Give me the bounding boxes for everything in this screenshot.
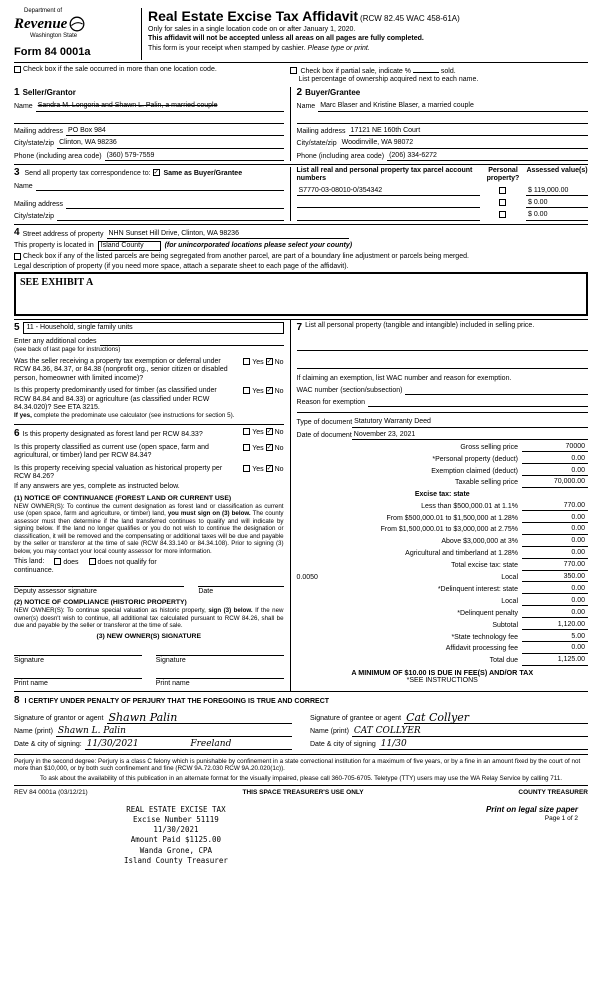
parcel3-personal-checkbox[interactable] xyxy=(499,211,506,218)
correspondence-name-label: Name xyxy=(14,182,33,190)
body-bold: you must sign on (3) below. xyxy=(167,510,251,518)
header xyxy=(14,8,588,63)
minimum-due-note: A MINIMUM OF $10.00 IS DUE IN FEE(S) AND/OR TAX xyxy=(351,667,534,677)
footer-row xyxy=(14,789,588,797)
buyer-phone-label: Phone (including area code) xyxy=(296,152,385,160)
affidavit-fee-label: Affidavit processing fee xyxy=(445,645,518,653)
grantee-printname-input[interactable]: CAT COLLYER xyxy=(352,727,588,737)
buyer-name-label: Name xyxy=(296,103,316,111)
current-use-question xyxy=(14,444,284,461)
personal-property-header: Personal property? xyxy=(486,166,520,183)
body-pre: NEW OWNER(S): To continue the current designation as forest land or classification as current use (open space, farm and agriculture, or timber) land, xyxy=(14,503,284,518)
body-post: The county assessor must then determine if the land transferred continues to qualify and will indicate by signing below. If the land no longer qualifies or you do not wish to continue the designation or classification, it will be removed and the compensating or additional taxes will be due and payable by the seller or transferor at the time of sale (RCW 84.33.140 or 84.34.108). Prior to signing (3) below, you may contact your local county assessor for more information. xyxy=(14,510,284,555)
parcel1-personal-checkbox[interactable] xyxy=(499,187,506,194)
tier1-value[interactable]: 770.00 xyxy=(522,502,588,511)
stamp-line: Amount Paid $1125.00 xyxy=(130,835,222,845)
wac-number-input[interactable] xyxy=(405,386,588,395)
grantor-printname-input[interactable]: Shawn L. Palin xyxy=(56,727,292,737)
certify-statement: I CERTIFY UNDER PENALTY OF PERJURY THAT THE FOREGOING IS TRUE AND CORRECT xyxy=(24,697,330,705)
tier3-value[interactable]: 0.00 xyxy=(522,525,588,534)
total-excise-state-value[interactable]: 770.00 xyxy=(522,561,588,570)
section6-block xyxy=(14,424,284,689)
question-text: Was the seller receiving a property tax exemption or deferral under RCW 84.36, 84.37, or 84.38 (nonprofit org., senior citizen or disabled person, homeowner with limited income)? xyxy=(14,358,228,382)
perjury-notice xyxy=(14,758,588,787)
note-rest: complete the predominate use calculator (see instructions for section 5). xyxy=(31,412,235,420)
segregated-checkbox[interactable] xyxy=(14,253,21,260)
q5-1-no-checkbox[interactable]: ✓ xyxy=(266,358,273,366)
parcel-row xyxy=(297,211,588,220)
grantee-signature-input[interactable]: Cat Collyer xyxy=(404,712,588,724)
accessibility-text: To ask about the availability of this publication in an alternate format for the visually impaired, please call 360-705-6705. Teletype (TTY) users may use the WA Relay Service by calling 711. xyxy=(39,774,563,782)
section7-intro: List all personal property (tangible and intangible) included in selling price. xyxy=(305,322,535,330)
deputy-date-line[interactable] xyxy=(198,586,283,596)
agency-block xyxy=(14,8,142,60)
local-tax-value[interactable]: 350.00 xyxy=(522,573,588,582)
tier2-value[interactable]: 0.00 xyxy=(522,514,588,523)
assessed-value-header: Assessed value(s) xyxy=(526,166,588,174)
delinquent-penalty-label: *Delinquent penalty xyxy=(457,609,518,617)
parcel1-assessed-value[interactable]: $ 119,000.00 xyxy=(526,187,588,196)
subtotal-label: Subtotal xyxy=(492,621,518,629)
does-not-label: does not qualify for xyxy=(97,559,157,567)
notice-compliance-body xyxy=(14,607,284,629)
multi-location-checkbox[interactable] xyxy=(14,66,21,73)
yes-label: Yes xyxy=(252,388,264,396)
note-bold: If yes, xyxy=(14,412,32,420)
signature-label: Signature xyxy=(14,656,44,664)
personal-property-input-2[interactable] xyxy=(297,360,588,369)
new-owner-printname-1[interactable] xyxy=(14,678,142,688)
historic-property-question xyxy=(14,465,284,482)
buyer-csz-label: City/state/zip xyxy=(296,140,337,148)
personal-property-input-1[interactable] xyxy=(297,342,588,351)
q6-2-yes-checkbox[interactable] xyxy=(243,444,250,451)
street-address-input[interactable]: NHN Sunset Hill Drive, Clinton, WA 98236 xyxy=(107,230,350,239)
new-owner-signature-1[interactable] xyxy=(14,655,142,665)
q6-2-no-checkbox[interactable]: ✓ xyxy=(266,443,273,451)
perjury-text: Perjury in the second degree: Perjury is a class C felony which is punishable by confinement in a state correctional institution for a maximum of five years, or by a fine in an amount fixed by the court of not more than $10,000, or by both such confinement and fine (RCW 9A.72.030 RCW 9A.20.020(1c)). xyxy=(14,757,581,773)
title-rcw-ref: (RCW 82.45 WAC 458-61A) xyxy=(360,14,460,23)
q6-1-yes-checkbox[interactable] xyxy=(243,428,250,435)
section6-number: 6 xyxy=(14,427,20,439)
no-label: No xyxy=(274,444,284,452)
page-indicator: Page 1 of 2 xyxy=(544,814,578,822)
grantor-signature-label: Signature of grantor or agent xyxy=(14,715,104,723)
total-due-value[interactable]: 1,125.00 xyxy=(522,656,588,665)
partial-sale-label: Check box if partial sale, indicate % xyxy=(300,67,411,75)
q6-3-yes-checkbox[interactable] xyxy=(243,465,250,472)
same-as-buyer-label: Same as Buyer/Grantee xyxy=(163,169,243,177)
grantee-signature-block xyxy=(310,709,588,750)
reason-exemption-input[interactable] xyxy=(368,398,588,407)
print-name-label: Print name xyxy=(14,680,48,688)
correspondence-parcel-section xyxy=(14,167,588,225)
gross-price-label: Gross selling price xyxy=(460,443,518,451)
state-tech-fee-value[interactable]: 5.00 xyxy=(522,633,588,642)
taxable-price-label: Taxable selling price xyxy=(454,479,518,487)
does-checkbox[interactable] xyxy=(54,558,61,565)
exemption-deduct-label: Exemption claimed (deduct) xyxy=(431,467,518,475)
agri-timber-value[interactable]: 0.00 xyxy=(522,549,588,558)
section4-number: 4 xyxy=(14,226,20,238)
grantor-city-input[interactable]: Freeland xyxy=(188,740,292,750)
parcel-number-input[interactable]: S7770-03-08010-0/354342 xyxy=(297,187,480,196)
parcel-numbers-header: List all real and personal property tax parcel account numbers xyxy=(296,166,473,183)
local-rate-value[interactable]: 0.0050 xyxy=(296,574,318,582)
seller-phone-label: Phone (including area code) xyxy=(14,152,102,160)
subtotal-value[interactable]: 1,120.00 xyxy=(522,621,588,630)
same-as-buyer-checkbox[interactable]: ✓ xyxy=(153,168,159,176)
additional-codes-input[interactable] xyxy=(100,337,284,346)
stamp-line: REAL ESTATE EXCISE TAX xyxy=(126,805,226,815)
section8-number: 8 xyxy=(14,694,20,706)
delinquent-penalty-value[interactable]: 0.00 xyxy=(522,609,588,618)
county-treasurer-label: COUNTY TREASURER xyxy=(518,789,588,797)
does-label: does xyxy=(63,559,79,567)
seller-phone-input[interactable]: (360) 579-7559 xyxy=(105,152,284,161)
land-use-code-select[interactable]: 11 - Household, single family units xyxy=(23,322,284,334)
tier1-label: Less than $500,000.01 at 1.1% xyxy=(421,502,518,510)
parcel2-assessed-value[interactable]: $ 0.00 xyxy=(526,199,588,208)
stamp-line: Island County Treasurer xyxy=(124,855,228,865)
property-location-section xyxy=(14,227,588,316)
section3-number: 3 xyxy=(14,166,20,178)
grantor-date-input[interactable]: 11/30/2021 xyxy=(85,740,189,750)
parcel3-number-input[interactable] xyxy=(297,212,480,221)
parcel3-assessed-value[interactable]: $ 0.00 xyxy=(526,211,588,220)
located-in-label: This property is located in xyxy=(14,241,94,249)
date-label: Date xyxy=(198,587,214,595)
q5-2-no-checkbox[interactable]: ✓ xyxy=(266,387,273,395)
q6-3-no-checkbox[interactable]: ✓ xyxy=(266,464,273,472)
correspondence-mailing-label: Mailing address xyxy=(14,200,64,208)
header-note-3b: Please type or print. xyxy=(307,44,370,52)
section2-title: Buyer/Grantee xyxy=(305,88,361,98)
seller-grantor-block xyxy=(14,87,290,161)
no-label: No xyxy=(274,359,284,367)
agri-timber-label: Agricultural and timberland at 1.28% xyxy=(405,550,518,558)
legal-description-text: SEE EXHIBIT A xyxy=(20,277,94,289)
no-label: No xyxy=(274,388,284,396)
exemption-claim-note: If claiming an exemption, list WAC number and reason for exemption. xyxy=(296,375,512,383)
seller-csz-label: City/state/zip xyxy=(14,140,55,148)
buyer-csz-input[interactable]: Woodinville, WA 98072 xyxy=(340,139,588,148)
total-due-label: Total due xyxy=(489,657,518,665)
question-text: Is this property designated as forest land per RCW 84.33? xyxy=(22,430,203,438)
top-check-options xyxy=(14,66,588,85)
notice-continuance-body xyxy=(14,503,284,555)
parcel-row xyxy=(297,187,588,196)
yes-label: Yes xyxy=(252,444,264,452)
seller-name-input[interactable]: Sandra M. Longoria and Shawn L. Palin, a married couple xyxy=(36,102,284,111)
this-land-label: This land: xyxy=(14,558,45,566)
tier4-value[interactable]: 0.00 xyxy=(522,537,588,546)
rev-number: REV 84 0001a (03/12/21) xyxy=(14,789,88,797)
buyer-mailing-label: Mailing address xyxy=(296,127,346,135)
if-yes-note: If any answers are yes, complete as instructed below. xyxy=(14,483,180,491)
land-qualify-line xyxy=(14,558,284,567)
county-select[interactable]: Island County xyxy=(98,241,161,251)
body-bold: sign (3) below. xyxy=(208,607,253,615)
print-name-label: Print name xyxy=(155,680,190,688)
located-note: (for unincorporated locations please select your county) xyxy=(164,241,353,249)
q5-2-yes-checkbox[interactable] xyxy=(243,387,250,394)
doc-date-input[interactable]: November 23, 2021 xyxy=(352,431,588,440)
yes-label: Yes xyxy=(252,359,264,367)
personal-deduct-value[interactable]: 0.00 xyxy=(522,455,588,464)
section1-number: 1 xyxy=(14,87,20,99)
middle-columns xyxy=(14,319,588,692)
stamp-line: Wanda Grone, CPA xyxy=(139,845,213,855)
tier3-label: From $1,500,000.01 to $3,000,000 at 2.75% xyxy=(380,526,518,534)
buyer-phone-input[interactable]: (206) 334-6272 xyxy=(387,152,588,161)
no-label: No xyxy=(274,428,284,436)
taxable-price-value[interactable]: 70,000.00 xyxy=(522,478,588,487)
seller-mailing-input[interactable]: PO Box 984 xyxy=(66,127,283,136)
forest-land-question xyxy=(14,428,284,440)
dept-line1: Department of xyxy=(24,8,63,14)
section3-intro: Send all property tax correspondence to: xyxy=(24,169,151,177)
reason-exemption-label: Reason for exemption xyxy=(296,399,365,407)
doc-type-input[interactable]: Statutory Warranty Deed xyxy=(352,418,588,427)
segregated-label: Check box if any of the listed parcels are being segregated from another parcel, are part of a boundary line adjustment or parcels being merged. xyxy=(23,253,469,261)
section2-number: 2 xyxy=(296,87,303,99)
seller-csz-input[interactable]: Clinton, WA 98236 xyxy=(57,139,283,148)
grantor-date-label: Date & city of signing: xyxy=(14,741,82,749)
correspondence-mailing-input[interactable] xyxy=(66,200,283,209)
correspondence-name-input[interactable] xyxy=(36,182,284,191)
grantor-signature-input[interactable]: Shawn Palin xyxy=(107,712,292,724)
personal-deduct-label: *Personal property (deduct) xyxy=(432,455,518,463)
total-excise-state-label: Total excise tax: state xyxy=(451,562,518,570)
tax-computation-block xyxy=(297,412,588,685)
affidavit-fee-value[interactable]: 0.00 xyxy=(522,644,588,653)
parcel-row xyxy=(297,199,588,208)
parties-section xyxy=(14,87,588,165)
section5-number: 5 xyxy=(14,322,20,334)
header-note-1: Only for sales in a single location code on or after January 1, 2020. xyxy=(148,25,356,33)
excise-tax-state-header: Excise tax: state xyxy=(414,490,470,498)
q5-1-yes-checkbox[interactable] xyxy=(243,358,250,365)
state-tech-fee-label: *State technology fee xyxy=(451,633,518,641)
correspondence-csz-input[interactable] xyxy=(57,212,283,221)
signature-label: Signature xyxy=(155,656,186,664)
body-post: If the new owner(s) doesn't wish to continue, all additional tax calculated pursuant to RCW 84.26, shall be due and payable by the seller or transferor at the time of sale. xyxy=(14,607,284,630)
legal-description-label: Legal description of property (if you need more space, attach a separate sheet to each page of the affidavit). xyxy=(14,262,349,270)
delinquent-interest-local-label: Local xyxy=(501,597,518,605)
no-label: No xyxy=(274,465,284,473)
continuance-label: continuance. xyxy=(14,567,54,575)
grantee-date-input[interactable]: 11/30 xyxy=(379,740,588,750)
question-text: Is this property classified as current use (open space, farm and agricultural, or timber) land per RCW 84.34? xyxy=(14,443,209,460)
street-address-label: Street address of property xyxy=(22,230,104,238)
left-column xyxy=(14,320,290,691)
section1-title: Seller/Grantor xyxy=(22,88,76,98)
exemption-deduct-value[interactable]: 0.00 xyxy=(522,467,588,476)
parcel2-personal-checkbox[interactable] xyxy=(499,199,506,206)
question-text: Is this property receiving special valuation as historical property per RCW 84.26? xyxy=(14,464,223,481)
question-text: Is this property predominantly used for timber (as classified under RCW 84.84 and 84.33) or agriculture (as classified under RCW 84.34.020)? See ETA 3215. xyxy=(14,387,217,411)
doc-date-label: Date of document xyxy=(296,431,352,439)
buyer-grantee-block xyxy=(290,87,588,161)
timber-agriculture-question xyxy=(14,387,284,412)
buyer-name-input[interactable]: Marc Blaser and Kristine Blaser, a married couple xyxy=(318,102,588,111)
additional-codes-label: Enter any additional codes xyxy=(14,338,97,346)
page-title: Real Estate Excise Tax Affidavit xyxy=(148,8,359,24)
buyer-mailing-input[interactable]: 17121 NE 160th Court xyxy=(349,127,588,136)
parcel-table xyxy=(290,167,588,221)
stamp-line: 11/30/2021 xyxy=(153,825,199,835)
partial-sale-label-end: sold. xyxy=(440,67,456,75)
exemption-deferral-question xyxy=(14,358,284,383)
multi-location-label: Check box if the sale occurred in more than one location code. xyxy=(23,65,217,73)
doc-type-label: Type of document xyxy=(296,419,353,427)
legal-size-note: Print on legal size paper xyxy=(485,805,578,815)
header-note-2: This affidavit will not be accepted unless all areas on all pages are fully completed. xyxy=(148,35,424,43)
grantor-signature-block xyxy=(14,709,292,750)
right-column xyxy=(290,320,588,691)
new-owner-signature-2[interactable] xyxy=(156,655,284,665)
form-number: Form 84 0001a xyxy=(14,46,91,59)
dept-line3: Washington State xyxy=(30,33,78,40)
new-owners-signature-title: (3) NEW OWNER(S) SIGNATURE xyxy=(96,632,201,640)
new-owner-printname-2[interactable] xyxy=(156,678,284,688)
seller-name-label: Name xyxy=(14,103,33,111)
grantor-printname-label: Name (print) xyxy=(14,728,53,736)
print-instructions xyxy=(486,805,588,866)
section7-number: 7 xyxy=(296,322,303,334)
stamp-line: Excise Number 51119 xyxy=(133,815,219,825)
does-not-checkbox[interactable] xyxy=(89,558,96,565)
header-note-3: This form is your receipt when stamped by cashier. xyxy=(148,44,306,52)
deputy-assessor-label: Deputy assessor signature xyxy=(14,587,97,595)
treasurer-stamp-area xyxy=(14,805,588,866)
additional-codes-note: (see back of last page for instructions) xyxy=(14,346,121,354)
q6-1-no-checkbox[interactable]: ✓ xyxy=(266,427,273,435)
wac-number-label: WAC number (section/subsection) xyxy=(296,387,403,395)
correspondence-csz-label: City/state/zip xyxy=(14,212,55,220)
dor-logo-icon xyxy=(69,16,85,32)
notice-compliance-title: (2) NOTICE OF COMPLIANCE (HISTORIC PROPERTY) xyxy=(14,599,187,607)
partial-sale-percent-input[interactable] xyxy=(413,66,439,73)
yes-label: Yes xyxy=(252,428,264,436)
notice-continuance-title: (1) NOTICE OF CONTINUANCE (FOREST LAND OR CURRENT USE) xyxy=(14,494,232,502)
grantee-printname-label: Name (print) xyxy=(310,728,349,736)
revenue-wordmark: Revenue xyxy=(14,16,68,33)
excise-tax-stamp xyxy=(124,805,228,866)
grantee-date-label: Date & city of signing xyxy=(310,741,376,749)
see-instructions-note: *SEE INSTRUCTIONS xyxy=(406,677,478,685)
seller-mailing-label: Mailing address xyxy=(14,127,64,135)
tier4-label: Above $3,000,000 at 3% xyxy=(441,538,518,546)
ownership-percentage-note: List percentage of ownership acquired next to each name. xyxy=(298,75,479,83)
local-label: Local xyxy=(501,574,518,582)
predominate-use-note xyxy=(14,412,284,420)
seller-name-extra-input[interactable] xyxy=(14,115,284,124)
certification-section xyxy=(14,692,588,755)
tier2-label: From $500,000.01 to $1,500,000 at 1.28% xyxy=(386,514,518,522)
parcel2-number-input[interactable] xyxy=(297,199,480,208)
title-block xyxy=(142,8,588,60)
buyer-name-extra-input[interactable] xyxy=(297,115,588,124)
grantee-signature-label: Signature of grantee or agent xyxy=(310,715,402,723)
treasurer-space-label: THIS SPACE TREASURER'S USE ONLY xyxy=(242,789,364,797)
gross-price-value[interactable]: 70000 xyxy=(522,443,588,452)
correspondence-block xyxy=(14,167,290,221)
legal-description-box[interactable] xyxy=(14,272,588,316)
partial-sale-checkbox[interactable] xyxy=(290,67,297,74)
delinquent-interest-local-value[interactable]: 0.00 xyxy=(522,597,588,606)
deputy-assessor-signature-line[interactable] xyxy=(14,586,184,596)
body-pre: NEW OWNER(S): To continue special valuation as historic property, xyxy=(14,607,209,615)
yes-label: Yes xyxy=(252,465,264,473)
delinquent-interest-state-label: *Delinquent interest: state xyxy=(437,585,518,593)
delinquent-interest-state-value[interactable]: 0.00 xyxy=(522,585,588,594)
